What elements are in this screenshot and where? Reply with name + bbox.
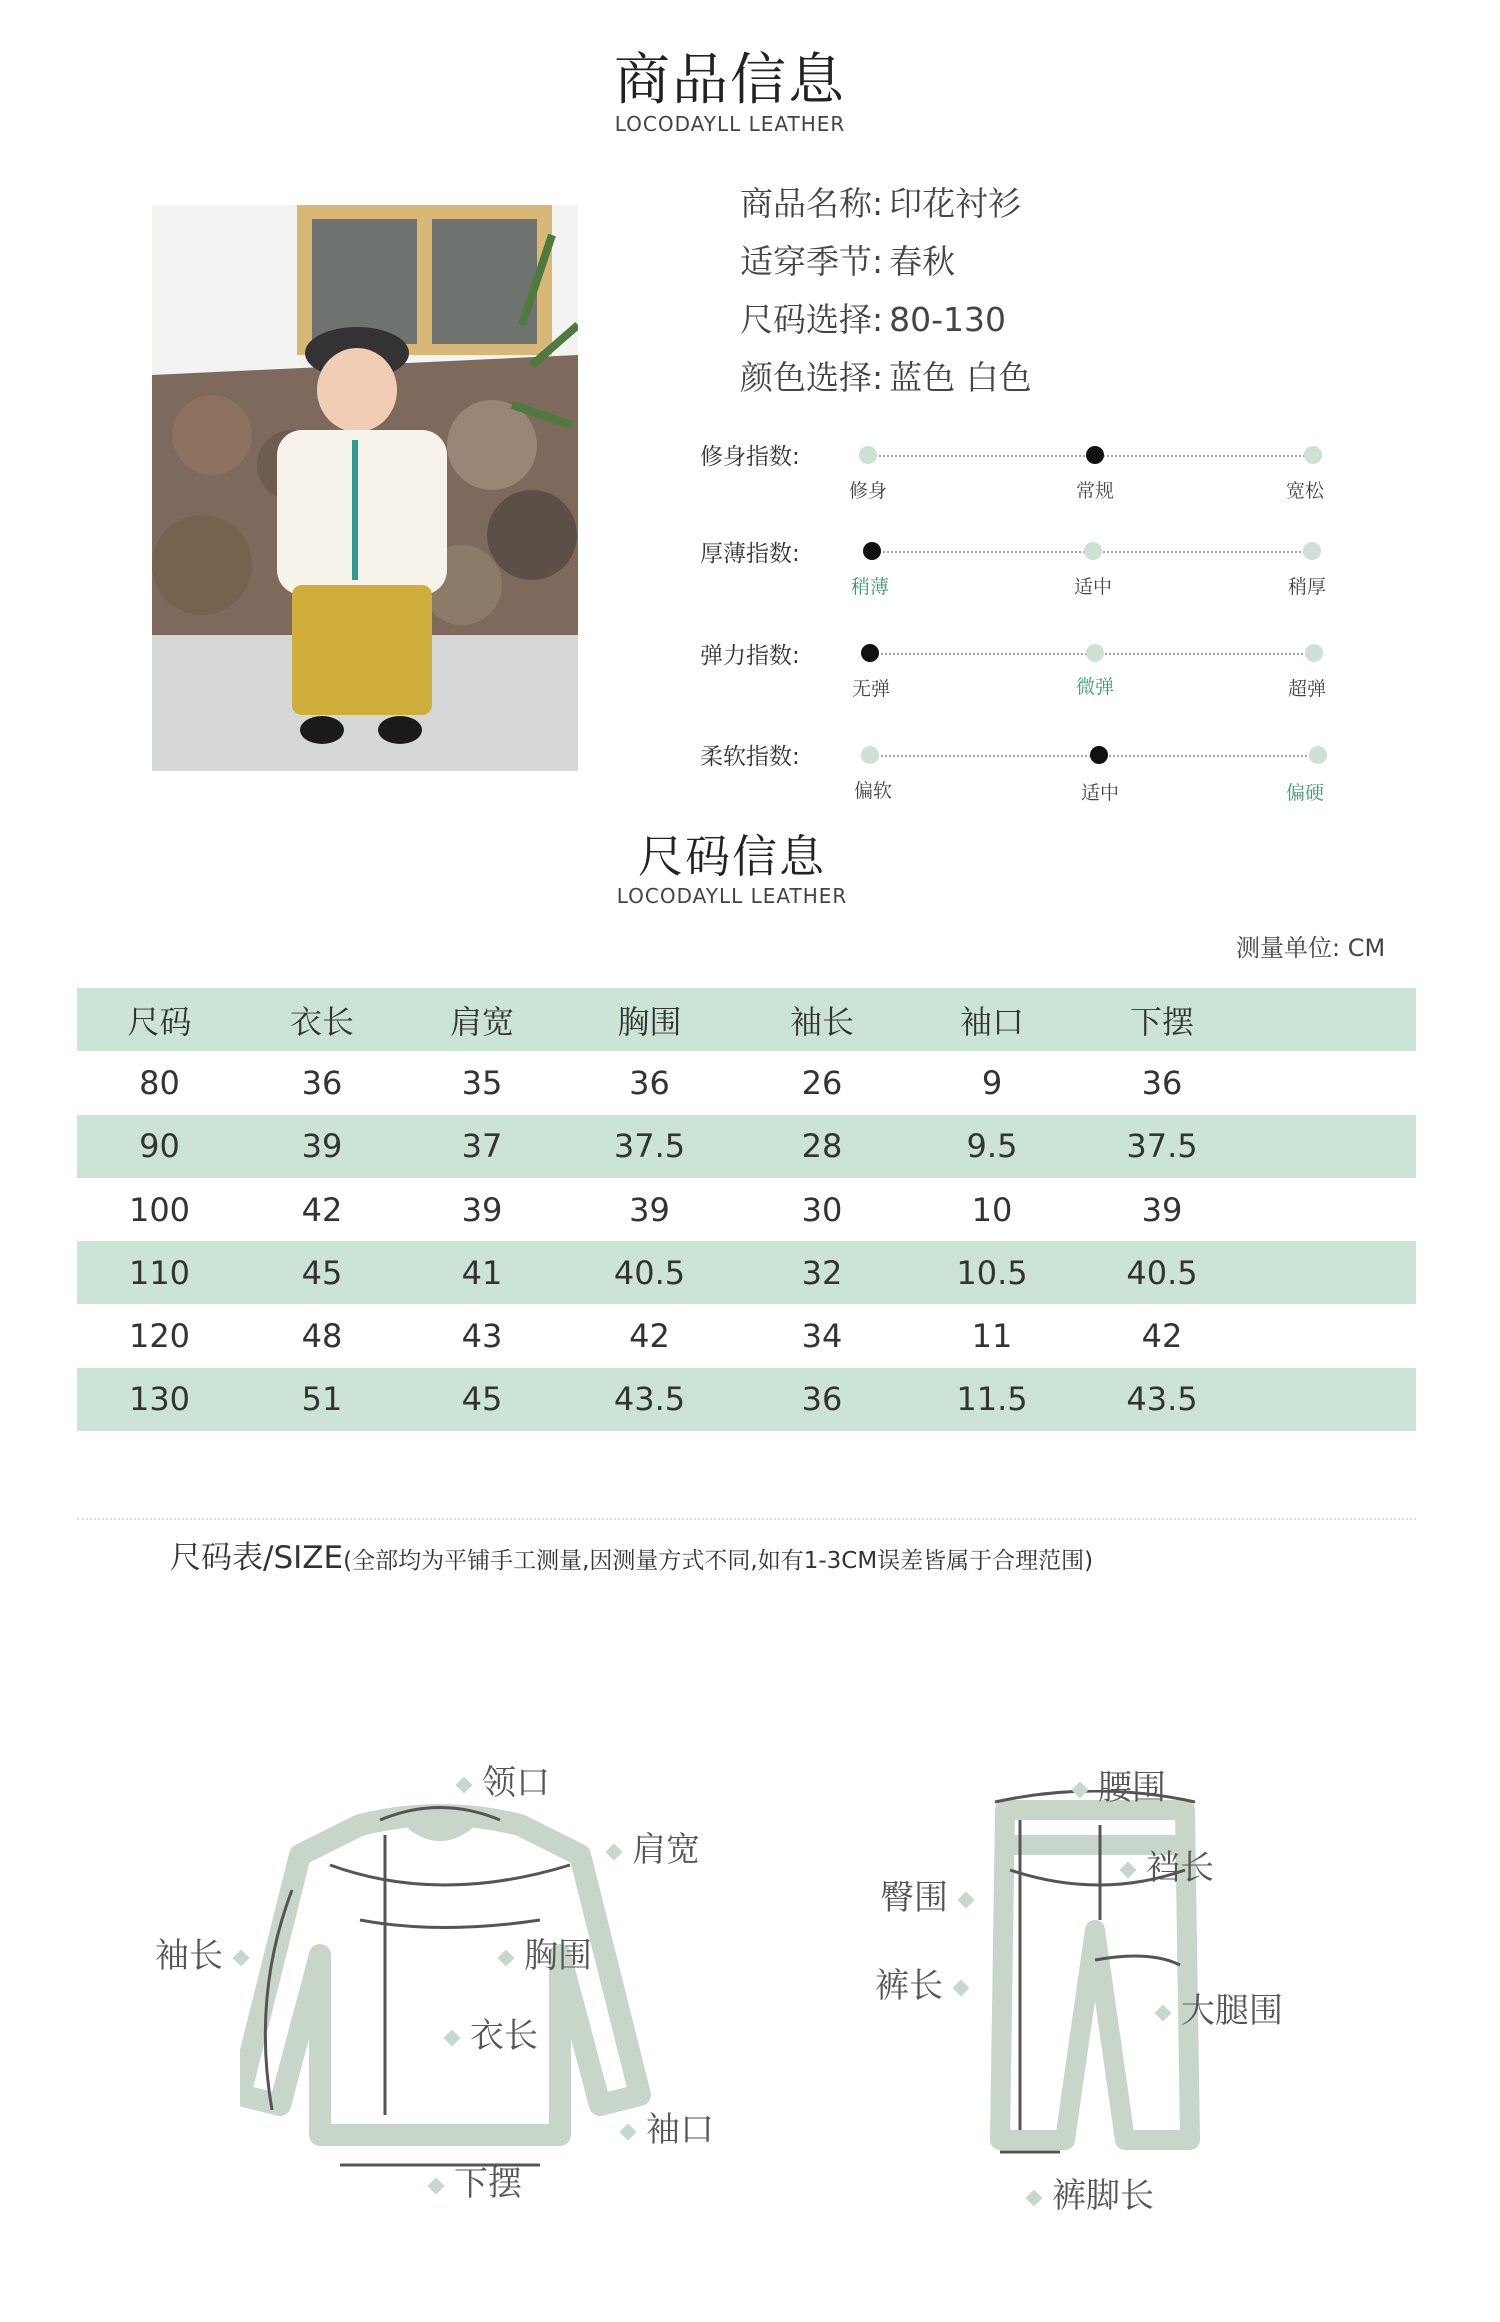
cell: 37 xyxy=(461,1127,503,1166)
cell: 120 xyxy=(128,1317,191,1356)
cell: 90 xyxy=(139,1127,180,1166)
info-name xyxy=(740,178,1021,225)
diamond-icon xyxy=(233,1949,250,1966)
soft-option-1: 适中 xyxy=(1080,782,1119,804)
size-section-title: 尺码信息 xyxy=(637,830,826,883)
thickness-option-0: 稍薄 xyxy=(850,576,889,598)
cell: 42 xyxy=(301,1190,343,1229)
diamond-icon xyxy=(620,2123,637,2140)
cell: 40.5 xyxy=(1126,1253,1198,1292)
info-size-label: 尺码选择: xyxy=(740,300,884,339)
thickness-index-label: 厚薄指数: xyxy=(700,541,800,567)
info-size-value: 80-130 xyxy=(889,300,1007,339)
table-row xyxy=(77,1241,1416,1304)
table-row xyxy=(77,1178,1416,1241)
thickness-dot-2 xyxy=(1303,542,1321,560)
thickness-dot-1 xyxy=(1084,542,1102,560)
diamond-icon xyxy=(1072,1781,1089,1798)
sleeve-arrow xyxy=(252,1885,302,2115)
col-header: 衣长 xyxy=(289,1002,354,1041)
shirt-label-length: 衣长 xyxy=(434,2008,538,2057)
cell: 10.5 xyxy=(956,1253,1028,1292)
cell: 100 xyxy=(128,1190,191,1229)
cell: 42 xyxy=(1141,1317,1183,1356)
elastic-option-0: 无弹 xyxy=(851,678,890,700)
diamond-icon xyxy=(1026,2189,1043,2206)
shirt-label-cuff: 袖口 xyxy=(610,2102,714,2151)
fit-dot-0 xyxy=(859,446,877,464)
cell: 110 xyxy=(128,1253,191,1292)
divider xyxy=(77,1518,1416,1520)
diamond-icon xyxy=(606,1843,623,1860)
info-color-label: 颜色选择: xyxy=(740,358,884,397)
pants-label-waist: 腰围 xyxy=(1062,1760,1166,1809)
col-header: 下摆 xyxy=(1129,1002,1194,1041)
page-subtitle: LOCODAYLL LEATHER xyxy=(614,112,846,136)
diamond-icon xyxy=(1120,1861,1137,1878)
info-season-label: 适穿季节: xyxy=(740,242,884,281)
thickness-option-1: 适中 xyxy=(1073,576,1112,598)
cell: 30 xyxy=(801,1190,843,1229)
size-note-detail: (全部均为平铺手工测量,因测量方式不同,如有1-3CM误差皆属于合理范围) xyxy=(343,1548,1094,1574)
info-size xyxy=(740,294,1006,341)
cell: 36 xyxy=(1141,1063,1183,1102)
soft-option-2: 偏硬 xyxy=(1285,782,1324,804)
soft-option-0: 偏软 xyxy=(853,780,892,802)
thickness-option-2: 稍厚 xyxy=(1287,576,1326,598)
table-row xyxy=(77,1115,1416,1178)
cell: 36 xyxy=(629,1063,670,1102)
cell: 130 xyxy=(128,1380,191,1419)
col-header: 肩宽 xyxy=(449,1002,514,1041)
cell: 34 xyxy=(801,1317,843,1356)
cell: 26 xyxy=(801,1063,843,1102)
cell: 39 xyxy=(461,1190,503,1229)
fit-index-label: 修身指数: xyxy=(700,444,800,470)
fit-option-2: 宽松 xyxy=(1285,480,1324,502)
measure-unit: 测量单位: CM xyxy=(1236,934,1386,962)
size-table xyxy=(77,988,1416,1431)
shirt-label-shoulder: 肩宽 xyxy=(596,1822,700,1871)
shirt-label-hem: 下摆 xyxy=(418,2156,522,2205)
col-header: 袖长 xyxy=(789,1002,854,1041)
table-row xyxy=(77,1304,1416,1367)
cell: 36 xyxy=(301,1063,343,1102)
elastic-dot-2 xyxy=(1305,644,1323,662)
thickness-dot-0 xyxy=(863,542,881,560)
cell: 9 xyxy=(981,1063,1003,1102)
cell: 42 xyxy=(629,1317,670,1356)
cell: 9.5 xyxy=(966,1127,1018,1166)
cell: 39 xyxy=(301,1127,343,1166)
diamond-icon xyxy=(1155,2004,1172,2021)
cell: 43.5 xyxy=(1126,1380,1198,1419)
cell: 45 xyxy=(301,1253,343,1292)
info-name-value: 印花衬衫 xyxy=(889,184,1022,223)
col-header: 尺码 xyxy=(127,1002,192,1041)
elastic-index-label: 弹力指数: xyxy=(700,643,800,669)
info-name-label: 商品名称: xyxy=(740,184,884,223)
elastic-option-2: 超弹 xyxy=(1287,678,1326,700)
cell: 39 xyxy=(1141,1190,1183,1229)
cell: 39 xyxy=(629,1190,670,1229)
col-header: 袖口 xyxy=(959,1002,1024,1041)
info-season-value: 春秋 xyxy=(889,242,956,281)
product-photo xyxy=(152,205,578,771)
table-row xyxy=(77,1051,1416,1114)
diamond-icon xyxy=(444,2029,461,2046)
pants-label-thigh: 大腿围 xyxy=(1145,1983,1283,2032)
fit-option-0: 修身 xyxy=(848,480,887,502)
soft-dot-1 xyxy=(1090,746,1108,764)
info-color-value: 蓝色 白色 xyxy=(889,358,1032,397)
elastic-dot-0 xyxy=(861,644,879,662)
size-note xyxy=(170,1532,1093,1577)
cell: 28 xyxy=(801,1127,843,1166)
size-note-main: 尺码表/SIZE xyxy=(170,1540,344,1576)
cell: 37.5 xyxy=(1126,1127,1198,1166)
size-section-subtitle: LOCODAYLL LEATHER xyxy=(616,884,848,908)
pants-label-hip: 臀围 xyxy=(880,1870,984,1919)
pants-label-length: 裤长 xyxy=(875,1958,979,2007)
cell: 41 xyxy=(461,1253,503,1292)
shirt-label-sleeve: 袖长 xyxy=(155,1928,259,1977)
cell: 51 xyxy=(301,1380,343,1419)
page-title: 商品信息 xyxy=(614,48,846,113)
shirt-label-chest: 胸围 xyxy=(488,1928,592,1977)
cell: 80 xyxy=(139,1063,180,1102)
fit-dot-1 xyxy=(1086,446,1104,464)
pants-label-leg-opening: 裤脚长 xyxy=(1016,2168,1154,2217)
info-season xyxy=(740,236,955,283)
diamond-icon xyxy=(958,1891,975,1908)
cell: 36 xyxy=(801,1380,843,1419)
elastic-option-1: 微弹 xyxy=(1075,676,1114,698)
diamond-icon xyxy=(428,2177,445,2194)
cell: 35 xyxy=(461,1063,503,1102)
cell: 10 xyxy=(971,1190,1013,1229)
diamond-icon xyxy=(498,1949,515,1966)
shirt-label-collar: 领口 xyxy=(446,1755,550,1804)
cell: 45 xyxy=(461,1380,503,1419)
soft-dot-2 xyxy=(1309,746,1327,764)
cell: 11.5 xyxy=(956,1380,1028,1419)
cell: 32 xyxy=(801,1253,843,1292)
diamond-icon xyxy=(456,1776,473,1793)
cell: 43 xyxy=(461,1317,503,1356)
cell: 11 xyxy=(971,1317,1013,1356)
diamond-icon xyxy=(953,1979,970,1996)
elastic-dot-1 xyxy=(1086,644,1104,662)
fit-option-1: 常规 xyxy=(1075,480,1114,502)
size-table-header xyxy=(77,988,1416,1051)
col-header: 胸围 xyxy=(617,1002,682,1041)
cell: 37.5 xyxy=(613,1127,686,1166)
info-color xyxy=(740,352,1032,399)
pants-label-rise: 裆长 xyxy=(1110,1840,1214,1889)
cell: 48 xyxy=(301,1317,343,1356)
soft-index-label: 柔软指数: xyxy=(700,744,800,770)
cell: 40.5 xyxy=(613,1253,686,1292)
fit-dot-2 xyxy=(1304,446,1322,464)
table-row xyxy=(77,1368,1416,1431)
soft-dot-0 xyxy=(861,746,879,764)
cell: 43.5 xyxy=(613,1380,686,1419)
